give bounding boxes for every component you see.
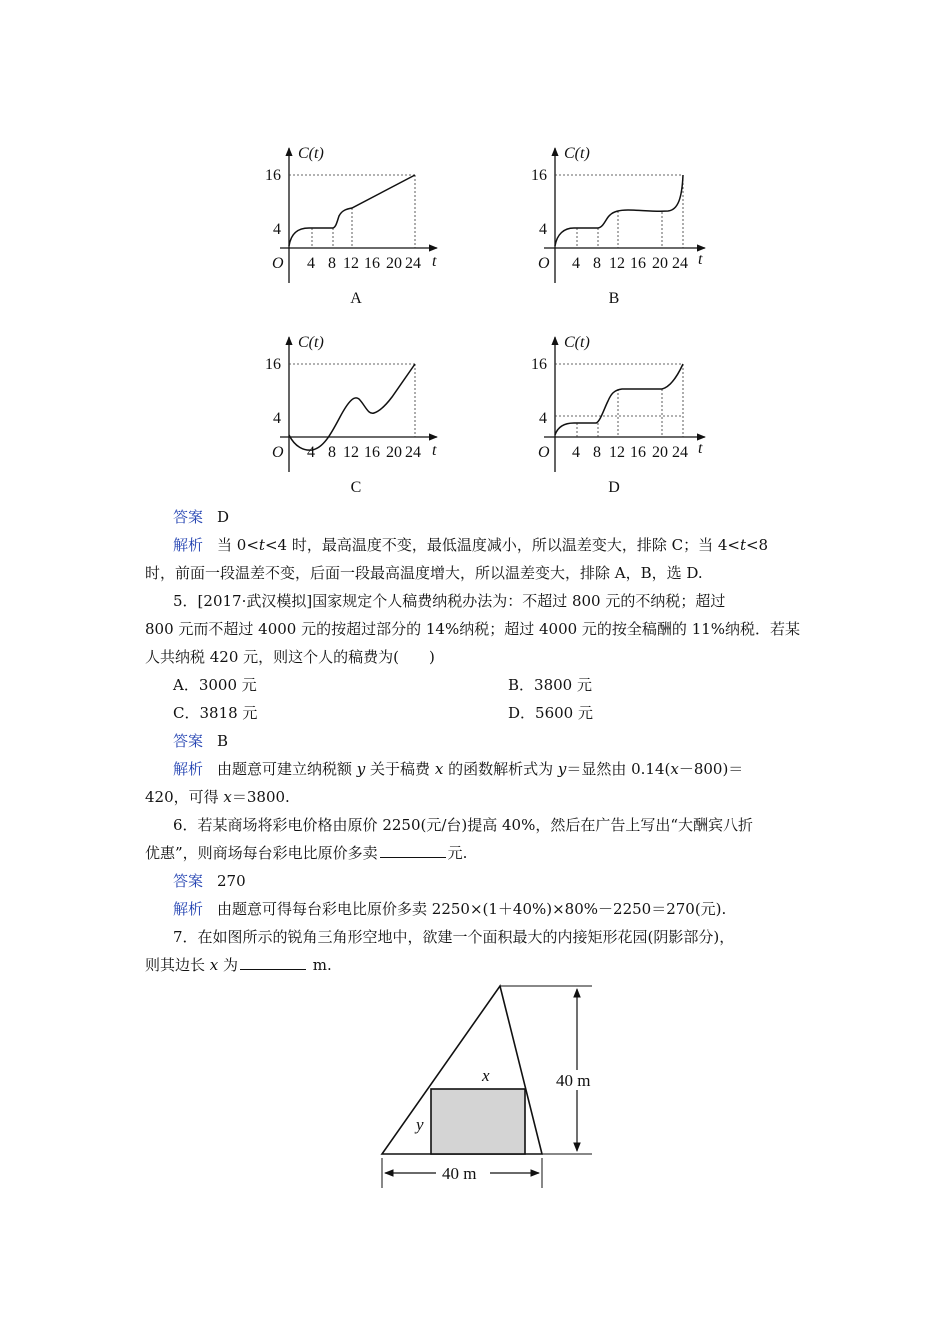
tick-x-20: 20 (386, 444, 402, 461)
answer-label: 答案 (173, 732, 204, 750)
tick-4: 4 (539, 410, 547, 427)
q5-answer (173, 731, 228, 751)
tick-16: 16 (265, 167, 281, 184)
q5-option-d: D．5600 元 (508, 704, 593, 722)
answer-value: D (217, 508, 230, 526)
tick-x-16: 16 (364, 255, 380, 272)
axis-label-t: t (698, 440, 703, 457)
graph-d (520, 327, 710, 492)
tick-x-16: 16 (630, 255, 646, 272)
axis-label-c: C(t) (564, 145, 590, 162)
tick-x-8: 8 (328, 255, 336, 272)
origin: O (272, 444, 284, 461)
tick-x-8: 8 (593, 255, 601, 272)
tick-x-12: 12 (609, 255, 625, 272)
tick-x-12: 12 (609, 444, 625, 461)
answer-label: 答案 (173, 872, 204, 890)
tick-x-4: 4 (307, 255, 315, 272)
tick-x-24: 24 (672, 444, 688, 461)
axis-label-t: t (432, 253, 437, 270)
curve-b (555, 175, 683, 246)
q7-stem-line-1: 7．在如图所示的锐角三角形空地中，欲建一个面积最大的内接矩形花园(阴影部分)， (173, 928, 735, 946)
caption-d: D (608, 479, 620, 496)
analysis-label: 解析 (173, 760, 204, 778)
tick-4: 4 (539, 221, 547, 238)
garden-rectangle (431, 1089, 525, 1154)
axis-label-c: C(t) (564, 334, 590, 351)
q5-analysis-line-1: 解析 由题意可建立纳税额 y 关于稿费 x 的函数解析式为 y＝显然由 0.14(x－800)＝ (173, 760, 744, 778)
graph-a (262, 138, 452, 303)
origin: O (538, 444, 550, 461)
axis-label-c: C(t) (298, 145, 324, 162)
q5-option-b: B．3800 元 (508, 676, 592, 694)
answer-value: 270 (217, 872, 246, 890)
graph-c (262, 327, 452, 492)
label-y: y (416, 1115, 424, 1134)
answer-value: B (217, 732, 229, 750)
origin: O (538, 255, 550, 272)
analysis-label: 解析 (173, 900, 204, 918)
q6-answer (173, 871, 246, 891)
answer-blank[interactable] (240, 955, 306, 970)
tick-x-12: 12 (343, 255, 359, 272)
q5-stem-line-3: 人共纳税 420 元，则这个人的稿费为( ) (145, 648, 435, 666)
q4-answer (173, 507, 229, 527)
triangle-figure (370, 980, 616, 1200)
graph-b (520, 138, 710, 303)
q5-option-a: A．3000 元 (173, 676, 257, 694)
label-height: 40 m (556, 1071, 591, 1090)
tick-x-4: 4 (307, 444, 315, 461)
q6-stem-line-1: 6．若某商场将彩电价格由原价 2250(元/台)提高 40%，然后在广告上写出“大酬宾八折 (173, 816, 754, 834)
answer-label: 答案 (173, 508, 204, 526)
caption-b: B (608, 290, 620, 307)
tick-x-4: 4 (572, 444, 580, 461)
analysis-label: 解析 (173, 536, 204, 554)
label-base: 40 m (442, 1164, 477, 1183)
q7-stem-line-2: 则其边长 x 为 m. (145, 956, 332, 974)
tick-x-8: 8 (593, 444, 601, 461)
tick-4: 4 (273, 410, 281, 427)
q6-stem-line-2: 优惠”，则商场每台彩电比原价多卖 元. (145, 844, 468, 862)
answer-blank[interactable] (380, 843, 446, 858)
origin: O (272, 255, 284, 272)
tick-x-12: 12 (343, 444, 359, 461)
q5-analysis-line-2: 420，可得 x＝3800. (145, 788, 290, 806)
tick-x-20: 20 (652, 255, 668, 272)
tick-x-4: 4 (572, 255, 580, 272)
tick-x-24: 24 (405, 255, 421, 272)
tick-x-8: 8 (328, 444, 336, 461)
caption-a: A (350, 290, 362, 307)
tick-16: 16 (531, 167, 547, 184)
curve-a (289, 175, 415, 246)
q4-analysis-line-1: 解析 当 0<t<4 时，最高温度不变，最低温度减小，所以温差变大，排除 C；当 4<t<8 (173, 536, 769, 554)
tick-16: 16 (265, 356, 281, 373)
tick-x-24: 24 (672, 255, 688, 272)
axis-label-t: t (432, 442, 437, 459)
caption-c: C (350, 479, 362, 496)
q5-stem-line-2: 800 元而不超过 4000 元的按超过部分的 14%纳税；超过 4000 元的按全稿酬的 11%纳税．若某 (145, 620, 801, 638)
q5-option-c: C．3818 元 (173, 704, 258, 722)
tick-16: 16 (531, 356, 547, 373)
axis-label-t: t (698, 251, 703, 268)
tick-4: 4 (273, 221, 281, 238)
label-x: x (482, 1066, 490, 1085)
q5-stem-line-1: 5．[2017·武汉模拟]国家规定个人稿费纳税办法为：不超过 800 元的不纳税；超过 (173, 592, 726, 610)
q4-analysis-line-2: 时，前面一段温差不变，后面一段最高温度增大，所以温差变大，排除 A，B，选 D. (145, 564, 703, 582)
tick-x-20: 20 (386, 255, 402, 272)
axis-label-c: C(t) (298, 334, 324, 351)
tick-x-16: 16 (630, 444, 646, 461)
curve-d (555, 364, 683, 435)
tick-x-20: 20 (652, 444, 668, 461)
tick-x-16: 16 (364, 444, 380, 461)
tick-x-24: 24 (405, 444, 421, 461)
q6-analysis: 解析 由题意可得每台彩电比原价多卖 2250×(1＋40%)×80%－2250＝270(元). (173, 900, 727, 918)
